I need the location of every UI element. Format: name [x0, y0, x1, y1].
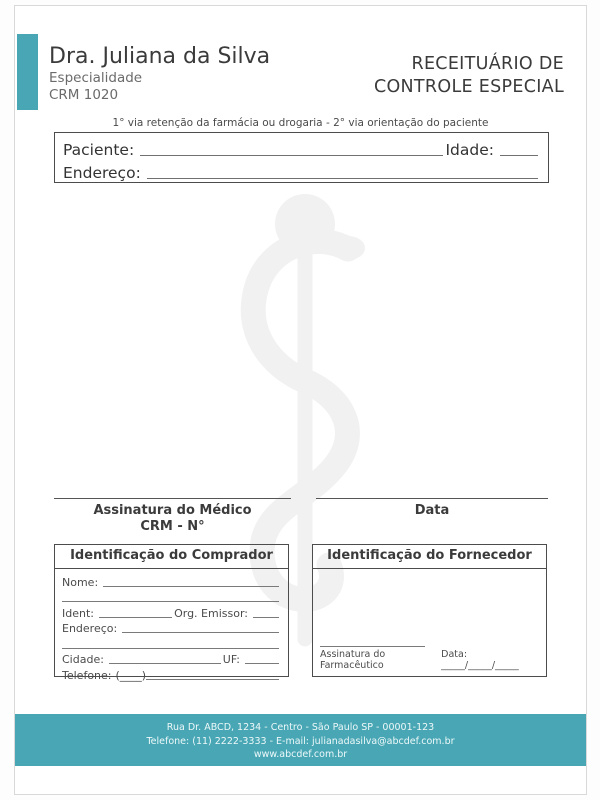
- buyer-name-row: [62, 573, 281, 589]
- buyer-uf-line: [245, 662, 279, 664]
- buyer-issuer-line: [253, 616, 279, 618]
- buyer-name-line2: [62, 600, 279, 602]
- buyer-phone-label: Telefone:: [62, 668, 112, 682]
- buyer-city-line: [109, 662, 221, 664]
- buyer-address-continuation-row: [62, 635, 281, 651]
- form-title: [374, 53, 564, 99]
- doctor-signature-label: Assinatura do Médico: [93, 503, 252, 518]
- buyer-city-row: [62, 651, 281, 667]
- age-blank-line: [500, 154, 538, 156]
- address-label: Endereço:: [63, 164, 141, 182]
- buyer-phone-line: [146, 678, 279, 680]
- supplier-date: [441, 649, 539, 671]
- doctor-signature-line: [54, 498, 291, 499]
- buyer-city-label: Cidade:: [62, 653, 104, 666]
- buyer-box-title: Identificação do Comprador: [55, 545, 288, 569]
- buyer-ident-row: [62, 604, 281, 620]
- buyer-phone-prefix: (____): [115, 668, 147, 682]
- buyer-name-label: Nome:: [62, 575, 99, 589]
- pharmacist-signature-line: [320, 646, 425, 647]
- buyer-phone-row: [62, 666, 281, 682]
- buyer-ident-line: [99, 616, 172, 618]
- doctor-header: [49, 43, 270, 103]
- buyer-address-row: [62, 620, 281, 636]
- buyer-name-continuation-row: [62, 589, 281, 605]
- buyer-name-line: [103, 585, 279, 587]
- age-label: Idade:: [445, 141, 494, 159]
- buyer-fields: [55, 569, 288, 682]
- supplier-date-label: Data:: [441, 649, 468, 660]
- supplier-date-blanks: _____/_____/_____: [441, 660, 519, 671]
- address-blank-line: [147, 177, 538, 179]
- doctor-name: Dra. Juliana da Silva: [49, 44, 271, 69]
- buyer-ident-label: Ident:: [62, 606, 94, 620]
- footer-contact: Telefone: (11) 2222-3333 - E-mail: julianadasilva@abcdef.com.br: [146, 735, 455, 747]
- buyer-issuer-label: Org. Emissor:: [174, 606, 248, 620]
- date-line: [316, 498, 548, 499]
- pharmacist-label: Assinatura do Farmacêutico: [320, 649, 386, 671]
- form-title-line2: CONTROLE ESPECIAL: [373, 77, 564, 97]
- patient-row: [63, 136, 540, 159]
- pharmacist-area: [320, 646, 539, 671]
- patient-box: [54, 132, 549, 183]
- via-note: 1° via retenção da farmácia ou drogaria - 2° via orientação do paciente: [112, 117, 489, 129]
- supplier-identification-box: [312, 544, 547, 677]
- footer-address: Rua Dr. ABCD, 1234 - Centro - São Paulo SP - 00001-123: [166, 722, 435, 733]
- page-card: [14, 5, 587, 795]
- accent-bar: [17, 34, 38, 110]
- buyer-uf-label: UF:: [222, 653, 240, 666]
- buyer-address-label: Endereço:: [62, 622, 118, 635]
- doctor-crm: CRM 1020: [49, 86, 119, 103]
- buyer-address-line2: [62, 647, 279, 649]
- date-label: Data: [414, 503, 450, 518]
- buyer-identification-box: [54, 544, 289, 682]
- buyer-address-line: [122, 631, 279, 633]
- address-row: [63, 159, 540, 182]
- footer-website: www.abcdef.com.br: [253, 749, 348, 760]
- patient-label: Paciente:: [63, 141, 135, 159]
- doctor-specialty: Especialidade: [49, 70, 143, 86]
- patient-blank-line: [140, 154, 443, 156]
- pharmacist-row: [320, 649, 539, 671]
- footer-band: [15, 714, 586, 766]
- supplier-box-title: Identificação do Fornecedor: [313, 545, 546, 569]
- doctor-crm-label: CRM - N°: [140, 519, 205, 534]
- form-title-line1: RECEITUÁRIO DE: [411, 54, 564, 74]
